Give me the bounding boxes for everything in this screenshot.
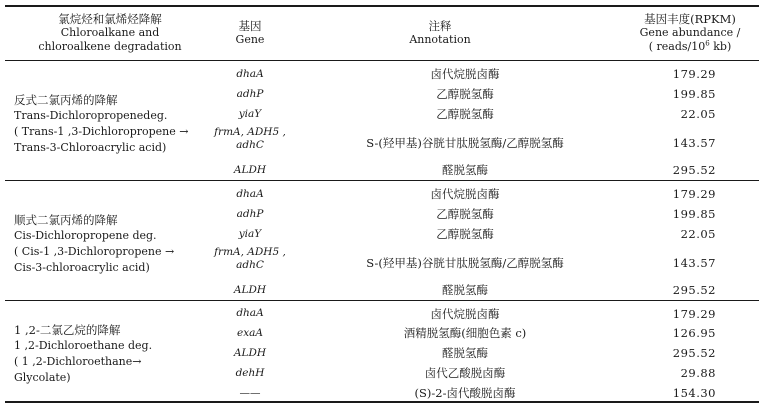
header-annotation [370,19,510,47]
annotation-cell: 醛脱氢酶 [442,283,488,297]
header-abundance-en: Gene abundance / [639,26,741,39]
gene-cell: ALDH [233,283,267,296]
gene-cell [195,246,305,272]
header-abundance [620,12,760,54]
abundance-cell: 126.95 [672,326,716,340]
header-gene [200,19,300,47]
group-label-line: Trans-Dichloropropenedeg. [14,109,168,122]
annotation-cell: 酒精脱氢酶(细胞色素 c) [403,326,527,340]
group-label-line: Trans-3-Chloroacrylic acid) [14,141,167,154]
header-pathway-en-2: chloroalkene degradation [38,40,182,53]
abundance-cell: 22.05 [680,227,716,241]
group-label-line: ( 1 ,2-Dichloroethane→ [14,355,142,368]
annotation-cell: 乙醇脱氢酶 [436,107,494,121]
unit-post: kb) [709,40,732,53]
gene-cell: dhaA [236,67,264,80]
abundance-cell: 179.29 [672,67,716,81]
gene-line: frmA, ADH5 , [214,246,286,258]
group-label-line: ( Cis-1 ,3-Dichloropropene → [14,245,175,258]
annotation-cell: 醛脱氢酶 [442,346,488,360]
annotation-cell: (S)-2-卤代酸脱卤酶 [414,386,516,400]
header-rule [5,60,759,61]
top-rule [5,5,759,7]
annotation-cell: 乙醇脱氢酶 [436,207,494,221]
annotation-cell: 卤代烷脱卤酶 [430,187,500,201]
gene-cell: yiaY [238,227,262,240]
gene-cell: dehH [235,366,265,379]
group-label [14,92,224,156]
annotation-cell: S-(羟甲基)谷胱甘肽脱氢酶/乙醇脱氢酶 [366,135,564,150]
annotation-cell: 卤代烷脱卤酶 [430,306,500,321]
gene-cell: exaA [237,326,263,339]
header-pathway [10,12,210,54]
annotation-cell: 卤代烷脱卤酶 [430,67,500,81]
group-label-line: ( Trans-1 ,3-Dichloropropene → [14,125,189,138]
group-label-line: Cis-Dichloropropene deg. [14,229,157,242]
gene-cell: dhaA [236,187,264,200]
abundance-cell: 179.29 [672,187,716,201]
group-label-line: 反式二氯丙烯的降解 [14,93,118,107]
gene-cell: yiaY [238,107,262,120]
group-rule-2 [5,300,759,301]
abundance-cell: 143.57 [672,255,716,270]
unit-pre: ( reads/10 [648,40,706,53]
gene-line: adhC [236,259,264,271]
header-pathway-en-1: Chloroalkane and [60,26,160,39]
group-label-line: 顺式二氯丙烯的降解 [14,213,118,227]
group-label-line: 1 ,2-Dichloroethane deg. [14,339,153,352]
header-gene-cn: 基因 [238,19,262,33]
group-label-line: Glycolate) [14,371,71,384]
header-abundance-cn: 基因丰度(RPKM) [644,12,736,26]
group-rule-1 [5,180,759,181]
gene-cell: ALDH [233,163,267,176]
bottom-rule [5,401,759,403]
gene-cell: —— [239,386,261,399]
gene-cell: dhaA [236,307,264,319]
annotation-cell: 乙醇脱氢酶 [436,227,494,241]
unit-sup: 6 [705,39,710,48]
annotation-cell: 醛脱氢酶 [442,163,488,177]
abundance-cell: 179.29 [672,306,716,321]
group-label [14,212,224,276]
header-gene-en: Gene [235,33,265,46]
header-abundance-unit [620,40,760,54]
gene-cell: ALDH [233,346,267,359]
abundance-cell: 22.05 [680,107,716,121]
gene-line: frmA, ADH5 , [214,126,286,138]
header-annotation-en: Annotation [409,33,471,46]
gene-line: adhC [236,139,264,151]
header-pathway-cn: 氯烷烃和氯烯烃降解 [58,12,162,26]
gene-cell [195,126,305,152]
header-annotation-cn: 注释 [428,19,452,33]
abundance-cell: 295.52 [672,163,716,177]
gene-cell: adhP [236,207,264,220]
annotation-cell: 卤代乙酸脱卤酶 [424,366,506,380]
group-label-line: 1 ,2-二氯乙烷的降解 [14,323,121,337]
abundance-cell: 143.57 [672,135,716,150]
group-label-line: Cis-3-chloroacrylic acid) [14,261,150,274]
annotation-cell: 乙醇脱氢酶 [436,87,494,101]
abundance-cell: 199.85 [672,87,716,101]
annotation-cell: S-(羟甲基)谷胱甘肽脱氢酶/乙醇脱氢酶 [366,255,564,270]
abundance-cell: 154.30 [672,386,716,400]
abundance-cell: 295.52 [672,283,716,297]
gene-cell: adhP [236,87,264,100]
abundance-cell: 199.85 [672,207,716,221]
abundance-cell: 295.52 [672,346,716,360]
abundance-cell: 29.88 [680,366,716,380]
group-label [14,322,224,386]
